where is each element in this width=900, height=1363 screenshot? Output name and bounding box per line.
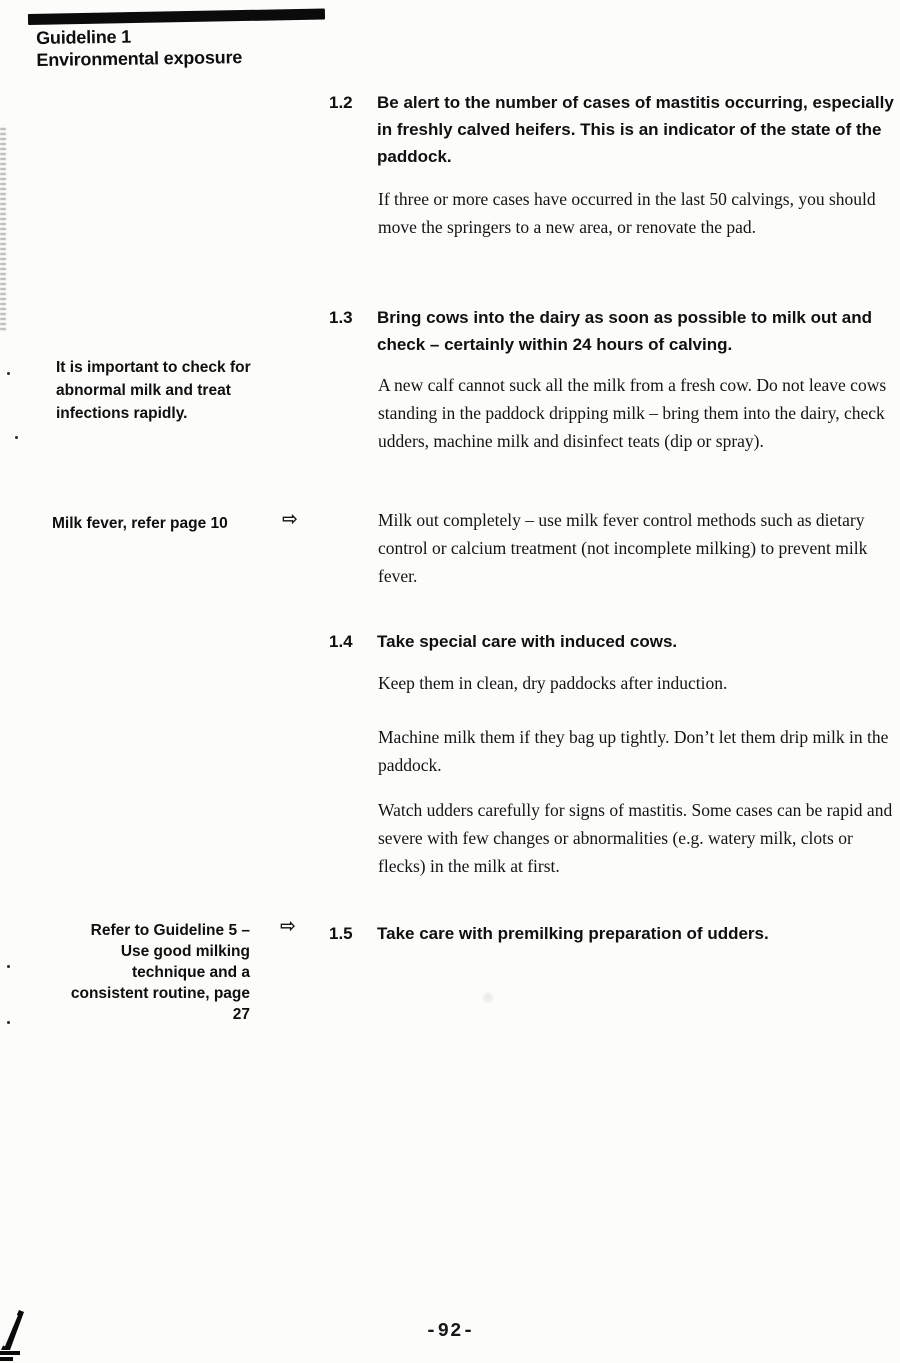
- body-paragraph: If three or more cases have occurred in the last 50 calvings, you should move the springers to a new area, or renovate the pad.: [378, 189, 876, 237]
- body-paragraph: Keep them in clean, dry paddocks after induction.: [378, 673, 728, 693]
- body-paragraph: Machine milk them if they bag up tightly. Don’t let them drip milk in the paddock.: [378, 727, 889, 775]
- page-number: -92-: [425, 1320, 475, 1342]
- arrow-right-icon: ⇨: [280, 915, 296, 937]
- scan-smudge: [483, 993, 493, 1002]
- section-number: 1.5: [329, 924, 353, 943]
- margin-note: It is important to check for abnormal milk and treat infections rapidly.: [56, 359, 251, 422]
- guideline-subtitle: Environmental exposure: [36, 47, 243, 70]
- body-paragraph: Milk out completely – use milk fever control methods such as dietary control or calcium treatment (not incomplete milking) to prevent milk fever.: [378, 510, 868, 586]
- section-heading: Take special care with induced cows.: [377, 632, 678, 651]
- scan-speck: [7, 965, 10, 968]
- section-number: 1.3: [329, 308, 353, 327]
- arrow-right-icon: ⇨: [282, 508, 298, 530]
- section-heading: Bring cows into the dairy as soon as possible to milk out and check – certainly within 24 hours of calving.: [377, 308, 872, 354]
- corner-scan-mark: [0, 1308, 26, 1363]
- section-heading: Take care with premilking preparation of udders.: [377, 924, 769, 943]
- scan-speck: [7, 1021, 10, 1024]
- guideline-title: Guideline 1: [36, 26, 132, 48]
- page-header: [36, 24, 242, 71]
- scan-artifact-strip: [0, 128, 6, 333]
- margin-note: Refer to Guideline 5 – Use good milking technique and a consistent routine, page 27: [70, 922, 250, 1023]
- section-number: 1.4: [329, 632, 353, 651]
- scan-speck: [7, 372, 10, 375]
- margin-note: Milk fever, refer page 10: [52, 515, 228, 532]
- header-rule: [28, 9, 325, 25]
- body-paragraph: A new calf cannot suck all the milk from a fresh cow. Do not leave cows standing in the paddock dripping milk – bring them into the dairy, check udders, machine milk and disinfect teats (dip or spray).: [378, 375, 887, 451]
- section-number: 1.2: [329, 93, 353, 112]
- section-heading: Be alert to the number of cases of mastitis occurring, especially in freshly calved heifers. This is an indicator of the state of the paddock.: [377, 93, 894, 166]
- body-paragraph: Watch udders carefully for signs of mastitis. Some cases can be rapid and severe with few changes or abnormalities (e.g. watery milk, clots or flecks) in the milk at first.: [378, 800, 893, 876]
- scan-speck: [15, 436, 18, 439]
